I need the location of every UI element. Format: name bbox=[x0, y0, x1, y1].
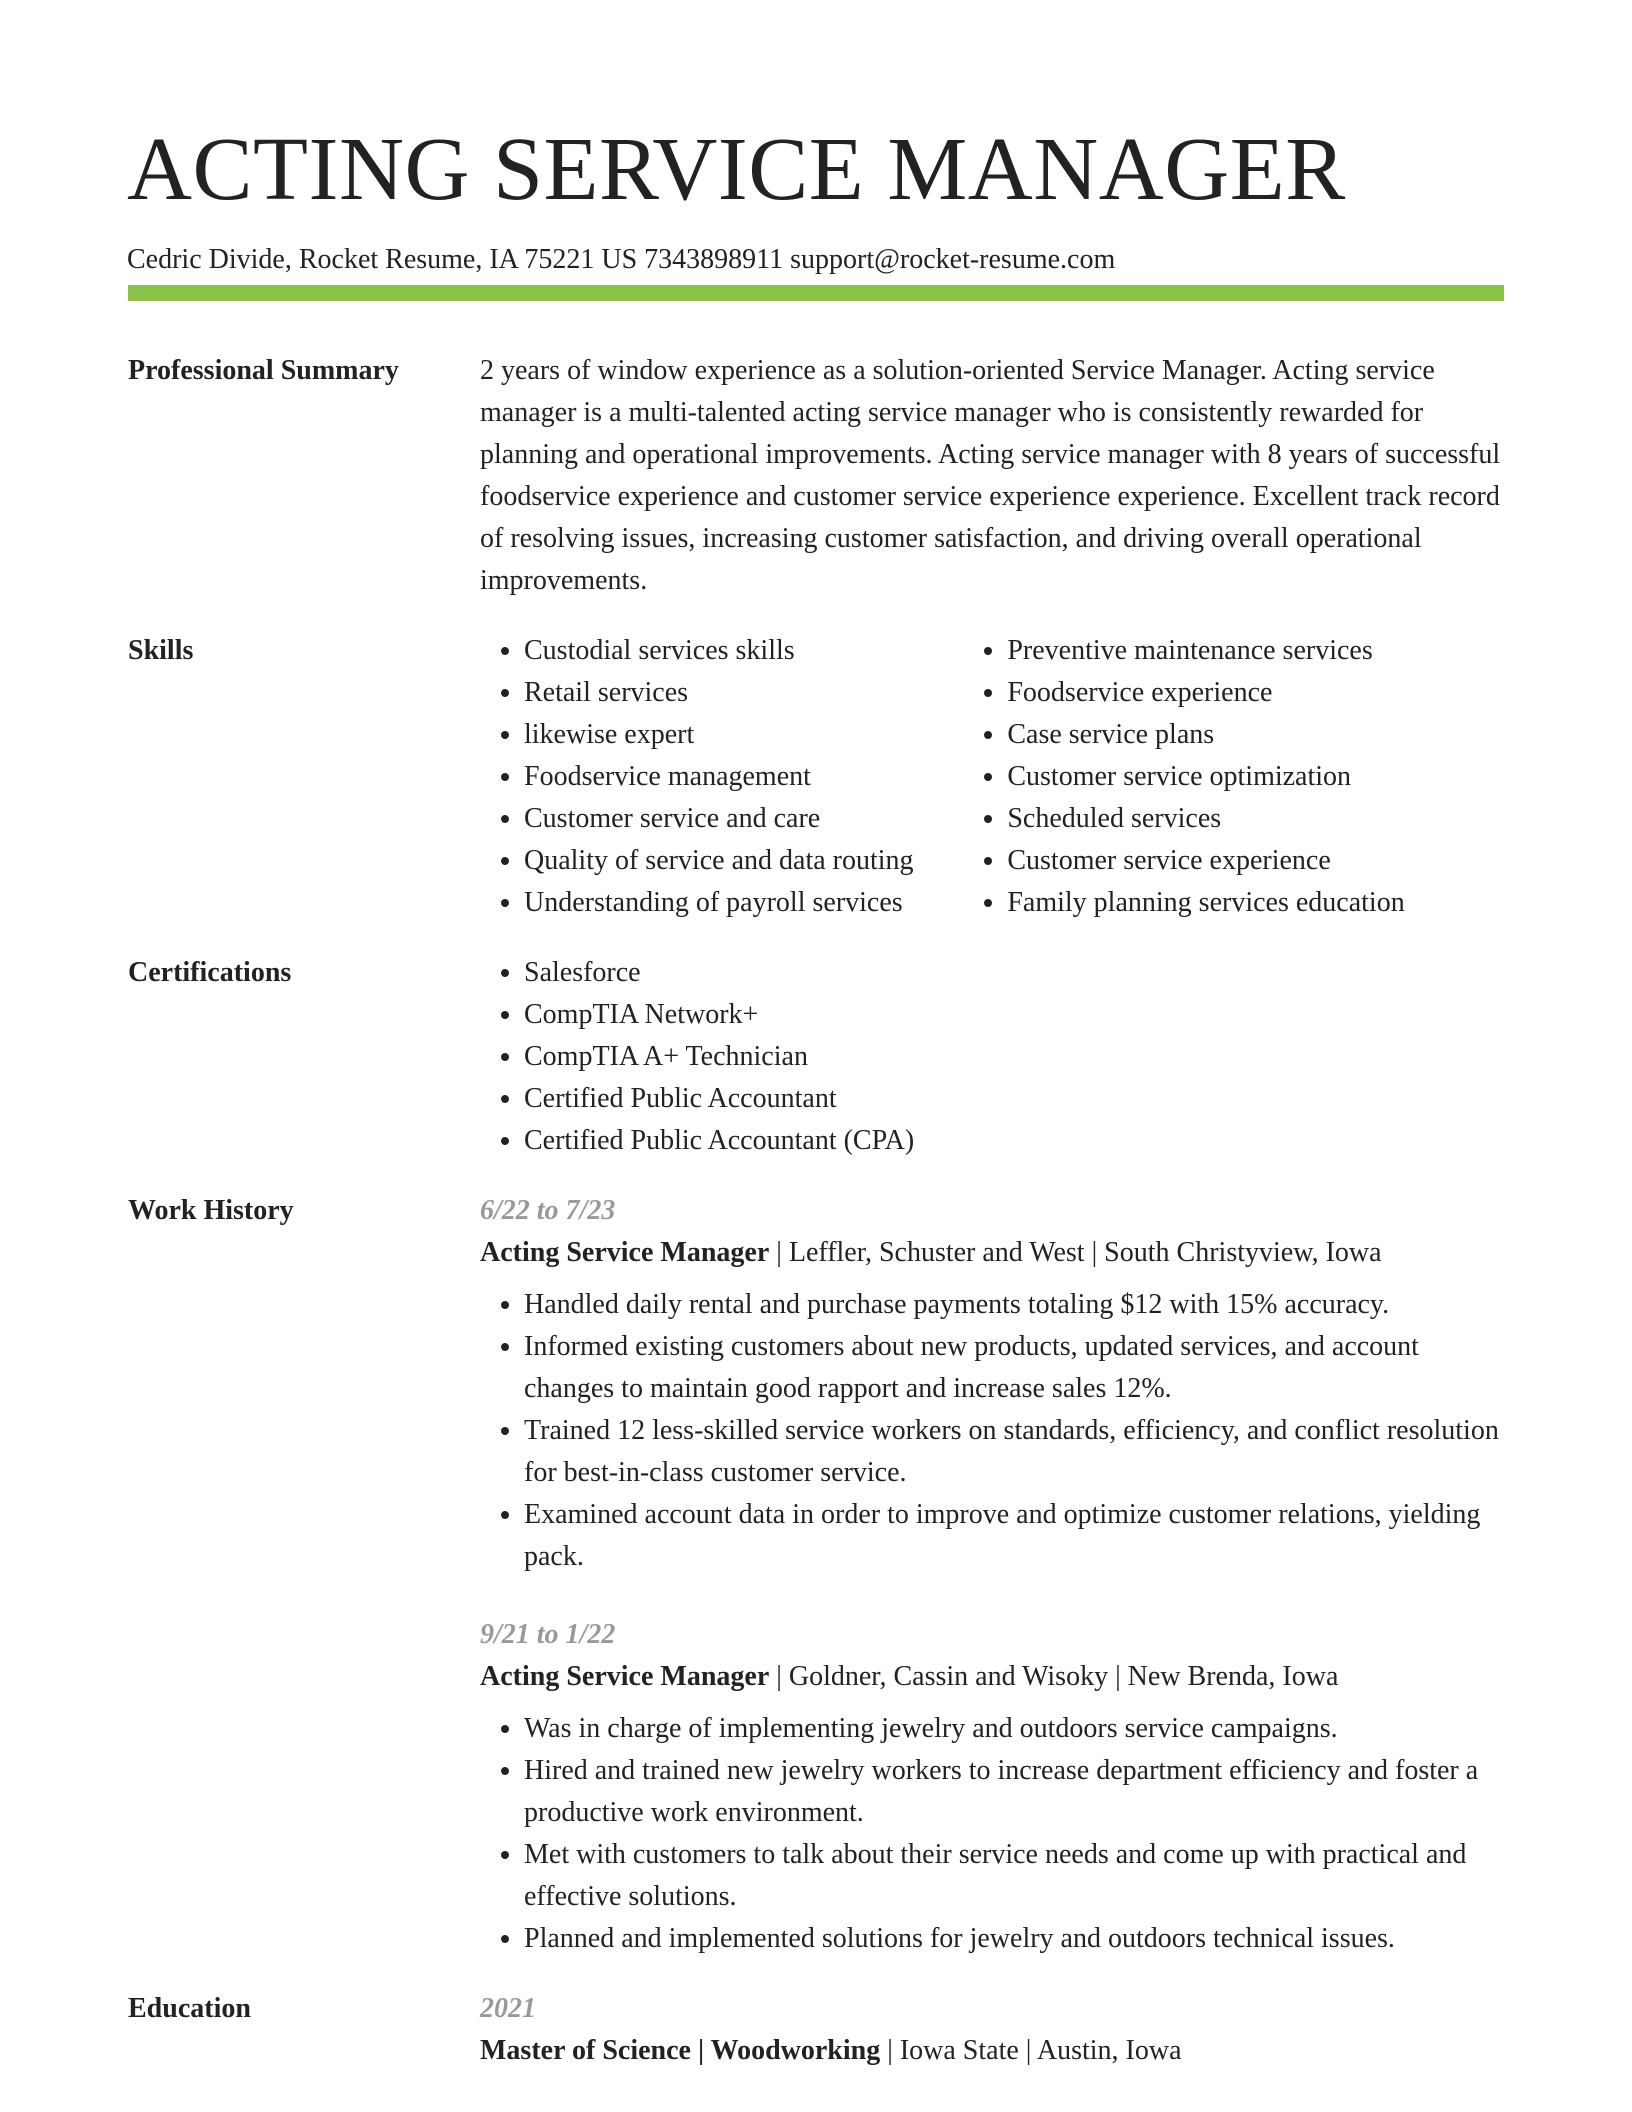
skill-item: • Customer service and care bbox=[524, 798, 963, 840]
job-bullet: • Trained 12 less-skilled service workers on standards, efficiency, and conflict resolution for best-in-class customer service. bbox=[524, 1410, 1504, 1494]
skill-item: • Custodial services skills bbox=[524, 630, 963, 672]
certifications-section bbox=[128, 952, 1504, 1162]
job-title: Acting Service Manager bbox=[480, 1237, 770, 1268]
resume-title: ACTING SERVICE MANAGER bbox=[127, 120, 1346, 219]
job-bullet: • Planned and implemented solutions for jewelry and outdoors technical issues. bbox=[524, 1918, 1504, 1960]
job-role-line bbox=[480, 1232, 1504, 1274]
job-dates: 6/22 to 7/23 bbox=[480, 1195, 616, 1226]
skills-list-right bbox=[963, 630, 1504, 924]
job-bullet: • Informed existing customers about new products, updated services, and account changes to maintain good rapport and increase sales 12%. bbox=[524, 1326, 1504, 1410]
skill-item: • Customer service experience bbox=[1007, 840, 1504, 882]
job-details: | Leffler, Schuster and West | South Christyview, Iowa bbox=[769, 1237, 1382, 1268]
skill-item: • likewise expert bbox=[524, 714, 963, 756]
job-details: | Goldner, Cassin and Wisoky | New Brenda, Iowa bbox=[769, 1661, 1339, 1692]
skill-item: • Family planning services education bbox=[1007, 882, 1504, 924]
contact-line: Cedric Divide, Rocket Resume, IA 75221 US 7343898911 support@rocket-resume.com bbox=[127, 244, 1116, 275]
job-dates: 9/21 to 1/22 bbox=[480, 1619, 616, 1650]
summary-text: 2 years of window experience as a solution-oriented Service Manager. Acting service manager is a multi-talented acting service manager who is consistently rewarded for planning and operational improvements. Acting service manager with 8 years of successful foodservice experience and customer service experience experience. Excellent track record of resolving issues, increasing customer satisfaction, and driving overall operational improvements. bbox=[480, 355, 1501, 596]
certifications-list bbox=[480, 952, 1504, 1162]
job-title: Acting Service Manager bbox=[480, 1661, 770, 1692]
certification-item: • CompTIA A+ Technician bbox=[524, 1036, 1504, 1078]
certification-item: • CompTIA Network+ bbox=[524, 994, 1504, 1036]
skill-item: • Case service plans bbox=[1007, 714, 1504, 756]
accent-divider bbox=[128, 285, 1504, 301]
job-entry bbox=[480, 1190, 1504, 1578]
summary-section bbox=[128, 350, 1504, 602]
job-bullet: • Hired and trained new jewelry workers to increase department efficiency and foster a productive work environment. bbox=[524, 1750, 1504, 1834]
skill-item: • Quality of service and data routing bbox=[524, 840, 963, 882]
skill-item: • Scheduled services bbox=[1007, 798, 1504, 840]
job-bullet: • Was in charge of implementing jewelry and outdoors service campaigns. bbox=[524, 1708, 1504, 1750]
skill-item: • Preventive maintenance services bbox=[1007, 630, 1504, 672]
job-role-line bbox=[480, 1656, 1504, 1698]
job-bullet: • Met with customers to talk about their service needs and come up with practical and effective solutions. bbox=[524, 1834, 1504, 1918]
job-bullets bbox=[480, 1284, 1504, 1578]
section-label-education: Education bbox=[128, 1993, 251, 2024]
job-entry bbox=[480, 1614, 1504, 1960]
certification-item: • Certified Public Accountant (CPA) bbox=[524, 1120, 1504, 1162]
education-year: 2021 bbox=[480, 1993, 536, 2024]
work-history-section bbox=[128, 1190, 1504, 1960]
education-degree: Master of Science | Woodworking bbox=[480, 2035, 881, 2066]
skill-item: • Foodservice experience bbox=[1007, 672, 1504, 714]
skill-item: • Foodservice management bbox=[524, 756, 963, 798]
skill-item: • Customer service optimization bbox=[1007, 756, 1504, 798]
education-line bbox=[480, 2030, 1504, 2072]
resume-header bbox=[127, 118, 1504, 278]
certification-item: • Certified Public Accountant bbox=[524, 1078, 1504, 1120]
skills-list-left bbox=[480, 630, 963, 924]
section-label-work-history: Work History bbox=[128, 1195, 294, 1226]
education-section bbox=[128, 1988, 1504, 2072]
section-label-skills: Skills bbox=[128, 635, 194, 666]
skills-section bbox=[128, 630, 1504, 924]
skill-item: • Understanding of payroll services bbox=[524, 882, 963, 924]
section-label-certifications: Certifications bbox=[128, 957, 292, 988]
skill-item: • Retail services bbox=[524, 672, 963, 714]
section-label-summary: Professional Summary bbox=[128, 355, 399, 386]
education-details: | Iowa State | Austin, Iowa bbox=[880, 2035, 1182, 2066]
job-bullet: • Examined account data in order to improve and optimize customer relations, yielding pack. bbox=[524, 1494, 1504, 1578]
resume-sections bbox=[128, 350, 1504, 2100]
certification-item: • Salesforce bbox=[524, 952, 1504, 994]
job-bullet: • Handled daily rental and purchase payments totaling $12 with 15% accuracy. bbox=[524, 1284, 1504, 1326]
job-bullets bbox=[480, 1708, 1504, 1960]
